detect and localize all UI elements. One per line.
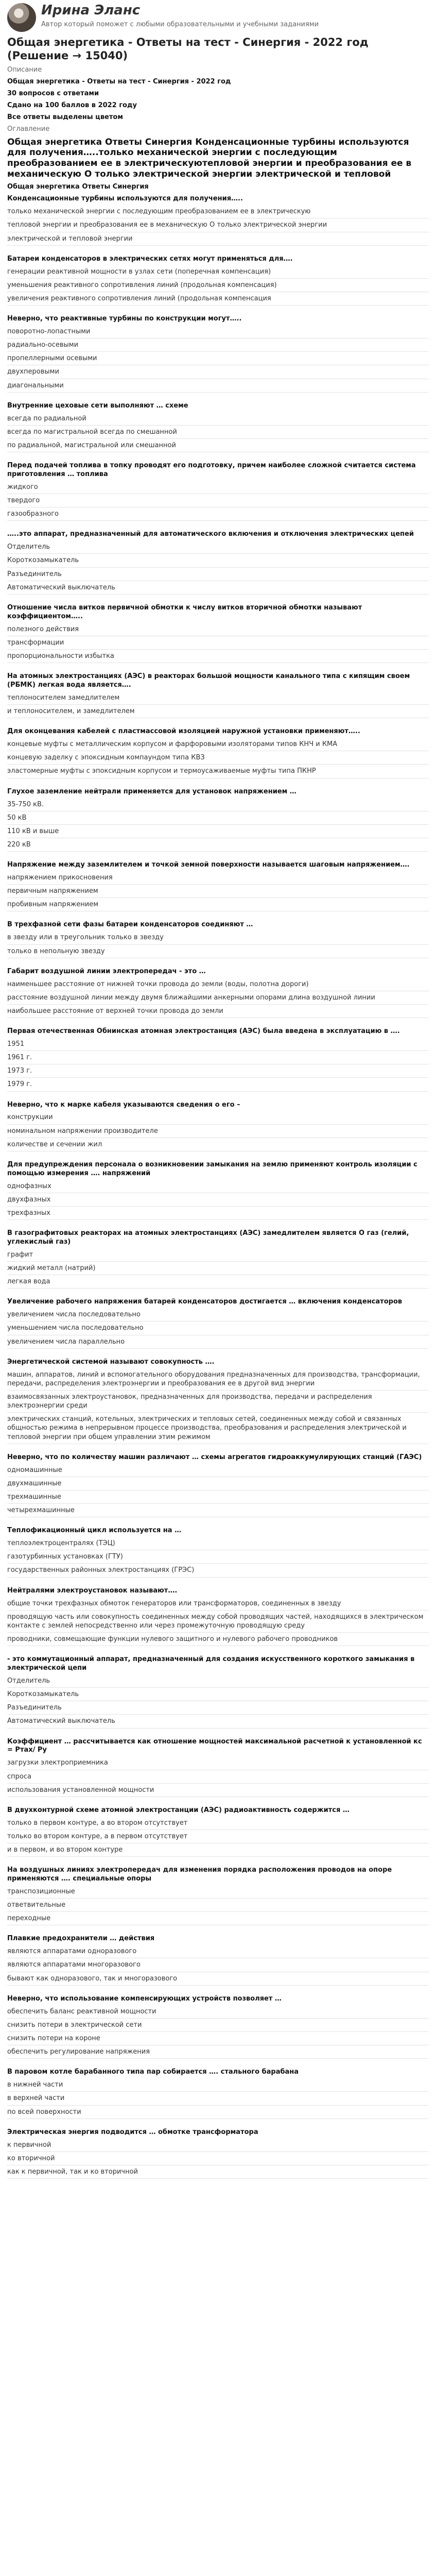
question-spacer <box>7 306 429 313</box>
question-spacer <box>7 718 429 725</box>
answer-option: радиально-осевыми <box>7 338 429 352</box>
question-spacer <box>7 1349 429 1356</box>
question-text: Неверно, что к марке кабеля указываются сведения о его – <box>7 1100 240 1109</box>
answer-option: напряжением прикосновения <box>7 871 429 885</box>
question-text: Коэффициент … рассчитывается как отношение мощностей максимальной расчетной к установленной кс = Ртах/ Ру <box>7 1737 422 1754</box>
answer-option: всегда по радиальной <box>7 412 429 426</box>
question-spacer <box>7 1797 429 1804</box>
answer-option: увеличением числа параллельно <box>7 1335 429 1349</box>
answer-option: Отделитель <box>7 1674 429 1688</box>
answer-option: спроса <box>7 1770 429 1784</box>
answer-option: и в первом, и во втором контуре <box>7 1843 429 1857</box>
question-text: Теплофикационный цикл используется на … <box>7 1527 182 1535</box>
answer-option: взаимосвязанных электроустановок, предназначенных для производства, передачи и распределения электроэнергии среди <box>7 1391 429 1413</box>
author-description: Автор который поможет с любыми образовательными и учебными заданиями <box>41 20 319 28</box>
answer-option: пробивным напряжением <box>7 898 429 911</box>
answer-option: 220 кВ <box>7 838 429 852</box>
question-text: В паровом котле барабанного типа пар собирается …. стального барабана <box>7 2068 299 2076</box>
answer-option: однофазных <box>7 1180 429 1193</box>
answer-option: газотурбинных установках (ГТУ) <box>7 1550 429 1564</box>
answer-option: снизить потери в электрической сети <box>7 2019 429 2032</box>
answer-option: как к первичной, так и ко вторичной <box>7 2165 429 2179</box>
question-text: - это коммутационный аппарат, предназначенный для создания искусственного короткого замыкания в электрической цепи <box>7 1655 415 1672</box>
description-line: 30 вопросов с ответами <box>7 90 99 97</box>
question-spacer <box>7 2119 429 2126</box>
question-text: Плавкие предохранители … действия <box>7 1935 155 1943</box>
answer-option: полезного действия <box>7 623 429 636</box>
answer-option: в звезду или в треугольник только в звезду <box>7 931 429 944</box>
answer-option: Разъединитель <box>7 568 429 581</box>
description-line: Сдано на 100 баллов в 2022 году <box>7 101 137 109</box>
question-spacer <box>7 958 429 965</box>
answer-option: 35-750 кВ. <box>7 798 429 811</box>
answer-option: всегда по магистральной всегда по смешанной <box>7 426 429 439</box>
answer-option: машин, аппаратов, линий и вспомогательного оборудования предназначенных для производства, трансформации, передачи, распределения электроэнергии и преобразования ее в другой вид энергии <box>7 1368 429 1391</box>
answer-option: в нижней части <box>7 2078 429 2092</box>
question-text: Для предупреждения персонала о возникновении замыкания на землю применяют контроль изоляции с помощью измерения …. напряжений <box>7 1160 417 1177</box>
question-spacer <box>7 1925 429 1933</box>
question-spacer <box>7 1151 429 1159</box>
answer-option: Короткозамыкатель <box>7 554 429 567</box>
answer-option: пропеллерными осевыми <box>7 352 429 365</box>
question-spacer <box>7 1986 429 1993</box>
answer-option: концевые муфты с металлическим корпусом и фарфоровыми изоляторами типов КНЧ и КМА <box>7 738 429 751</box>
answer-option: снизить потери на короне <box>7 2032 429 2045</box>
answer-option: электрических станций, котельных, электрических и тепловых сетей, соединенных между собой и связанных общностью режима в непрерывном процессе производства, преобразования и распределения электрической и тепловой энергии при общем управлении этим режимом <box>7 1413 429 1444</box>
avatar[interactable] <box>7 3 36 32</box>
answer-option: уменьшения реактивного сопротивления линий (продольная компенсация) <box>7 279 429 292</box>
answer-option: по радиальной, магистральной или смешанной <box>7 439 429 452</box>
question-spacer <box>7 521 429 528</box>
question-spacer <box>7 778 429 786</box>
answer-option: концевую заделку с эпоксидным компаундом типа КВЗ <box>7 751 429 765</box>
answer-option: увеличением числа последовательно <box>7 1308 429 1321</box>
answer-option: газообразного <box>7 507 429 521</box>
answer-option: проводники, совмещающие функции нулевого защитного и нулевого рабочего проводников <box>7 1633 429 1646</box>
answer-option: обеспечить регулирование напряжения <box>7 2045 429 2059</box>
question-text: Батареи конденсаторов в электрических сетях могут применяться для…. <box>7 255 293 263</box>
question-text: Неверно, что по количеству машин различают … схемы агрегатов гидроаккумулирующих станций (ГАЭС) <box>7 1453 422 1461</box>
answer-option: ко вторичной <box>7 2152 429 2165</box>
answer-option: электрической и тепловой энергии <box>7 232 429 246</box>
answer-option: к первичной <box>7 2139 429 2152</box>
answer-option: только в непольную звезду <box>7 945 429 958</box>
answer-option: бывают как одноразового, так и многоразового <box>7 1972 429 1986</box>
answer-option: одномашинные <box>7 1464 429 1477</box>
question-spacer <box>7 452 429 460</box>
answer-option: твердого <box>7 494 429 507</box>
question-spacer <box>7 1092 429 1099</box>
question-text: Первая отечественная Обнинская атомная электростанция (АЭС) была введена в эксплуатацию в …. <box>7 1027 400 1036</box>
question-spacer <box>7 1646 429 1653</box>
question-text: Габарит воздушной линии электропередач - это … <box>7 967 206 975</box>
question-spacer <box>7 393 429 400</box>
answer-option: только во втором контуре, а в первом отсутствует <box>7 1830 429 1843</box>
question-spacer <box>7 1289 429 1296</box>
question-spacer <box>7 852 429 859</box>
answer-option: трехмашинные <box>7 1490 429 1504</box>
question-text: Электрическая энергия подводится … обмотке трансформатора <box>7 2128 258 2136</box>
question-text: Отношение числа витков первичной обмотки к числу витков вторичной обмотки называют коэффициентом….. <box>7 603 362 620</box>
question-text: Внутренние цеховые сети выполняют … схеме <box>7 401 188 410</box>
answer-option: 1979 г. <box>7 1078 429 1091</box>
question-spacer <box>7 595 429 602</box>
answer-option: первичным напряжением <box>7 885 429 898</box>
answer-option: 50 кВ <box>7 811 429 825</box>
answer-option: номинальном напряжении производителе <box>7 1125 429 1138</box>
description-line: Общая энергетика - Ответы на тест - Синергия - 2022 год <box>7 78 231 86</box>
answer-option: жидкого <box>7 481 429 494</box>
toc-title: Общая энергетика Ответы Синергия Конденсационные турбины используются для получения…..только механической энергии с последующим преобразованием ее в электрическуютепловой энергии и преобразования ее в механическую О только электрической энергии электрической и тепловой <box>7 137 412 179</box>
question-text: На атомных электростанциях (АЭС) в реакторах большой мощности канального типа с кипящим своем (РБМК) легкая вода является…. <box>7 672 410 689</box>
answer-option: наибольшее расстояние от верхней точки провода до земли <box>7 1005 429 1018</box>
answer-option: поворотно-лопастными <box>7 325 429 338</box>
answer-option: двухперовыми <box>7 365 429 379</box>
answer-option: Разъединитель <box>7 1701 429 1715</box>
answer-option: являются аппаратами одноразового <box>7 1945 429 1958</box>
question-text: Неверно, что использование компенсирующих устройств позволяет … <box>7 1994 282 2003</box>
question-text: Напряжение между заземлителем и точкой земной поверхности называется шаговым напряжением…. <box>7 861 410 869</box>
answer-option: использования установленной мощности <box>7 1784 429 1797</box>
answer-option: увеличения реактивного сопротивления линий (продольная компенсация <box>7 292 429 306</box>
answer-option: 1951 <box>7 1038 429 1051</box>
answer-option: общие точки трехфазных обмоток генераторов или трансформаторов, соединенных в звезду <box>7 1597 429 1611</box>
answer-option: жидкий металл (натрий) <box>7 1262 429 1275</box>
questions-list <box>7 193 429 2186</box>
question-spacer <box>7 246 429 253</box>
question-spacer <box>7 1220 429 1227</box>
answer-option: трансформации <box>7 636 429 650</box>
answer-option: расстояние воздушной линии между двумя ближайшими анкерными опорами длина воздушной линии <box>7 991 429 1005</box>
answer-option: четырехмашинные <box>7 1504 429 1517</box>
answer-option: диагональными <box>7 379 429 393</box>
question-spacer <box>7 1578 429 1585</box>
description-label: Описание <box>7 66 42 74</box>
answer-option: обеспечить баланс реактивной мощности <box>7 2005 429 2019</box>
answer-option: теплоэлектроцентралях (ТЭЦ) <box>7 1537 429 1550</box>
answer-option: и теплоносителем, и замедлителем <box>7 705 429 718</box>
question-spacer <box>7 911 429 919</box>
answer-option: генерации реактивной мощности в узлах сети (поперечная компенсация) <box>7 265 429 279</box>
answer-option: только в первом контуре, а во втором отсутствует <box>7 1817 429 1830</box>
question-text: Для оконцевания кабелей с пластмассовой изоляцией наружной установки применяют….. <box>7 727 360 736</box>
answer-option: трехфазных <box>7 1207 429 1220</box>
answer-option: уменьшением числа последовательно <box>7 1321 429 1335</box>
answer-option: государственных районных электростанциях (ГРЭС) <box>7 1564 429 1577</box>
answer-option: графит <box>7 1248 429 1262</box>
question-spacer <box>7 2179 429 2186</box>
answer-option: теплоносителем замедлителем <box>7 691 429 705</box>
answer-option: Отделитель <box>7 540 429 554</box>
subject-line: Общая энергетика Ответы Синергия <box>7 182 149 191</box>
answer-option: двухфазных <box>7 1193 429 1207</box>
answer-option: тепловой энергии и преобразования ее в механическую О только электрической энергии <box>7 218 429 232</box>
question-text: Энергетической системой называют совокупность …. <box>7 1358 215 1366</box>
answer-option: являются аппаратами многоразового <box>7 1958 429 1972</box>
answer-option: переходные <box>7 1912 429 1925</box>
answer-option: только механической энергии с последующим преобразованием ее в электрическую <box>7 205 429 218</box>
answer-option: Автоматический выключатель <box>7 1715 429 1728</box>
page-title: Общая энергетика - Ответы на тест - Синергия - 2022 год (Решение → 15040) <box>7 36 369 62</box>
answer-option: Автоматический выключатель <box>7 581 429 595</box>
answer-option: по всей поверхности <box>7 2106 429 2119</box>
answer-option: 110 кВ и выше <box>7 825 429 838</box>
question-spacer <box>7 1444 429 1451</box>
author-name[interactable]: Ирина Эланс <box>41 3 141 18</box>
answer-option: транспозиционные <box>7 1885 429 1899</box>
answer-option: 1961 г. <box>7 1051 429 1064</box>
question-spacer <box>7 663 429 670</box>
answer-option: эластомерные муфты с эпоксидным корпусом и термоусаживаемые муфты типа ПКНР <box>7 765 429 778</box>
answer-option: загрузки электроприемника <box>7 1756 429 1770</box>
author-info <box>41 3 319 29</box>
question-spacer <box>7 1728 429 1736</box>
author-header <box>7 3 429 32</box>
answer-option: 1973 г. <box>7 1064 429 1078</box>
question-spacer <box>7 2059 429 2066</box>
question-text: Перед подачей топлива в топку проводят его подготовку, причем наиболее сложной считается система приготовления … топлива <box>7 462 416 479</box>
answer-option: проводящую часть или совокупность соединенных между собой проводящих частей, находящихся в электрическом контакте с землей непосредственно или через промежуточную проводящую среду <box>7 1611 429 1633</box>
answer-option: Короткозамыкатель <box>7 1688 429 1701</box>
answer-option: количестве и сечении жил <box>7 1138 429 1151</box>
question-text: В трехфазной сети фазы батареи конденсаторов соединяют … <box>7 921 253 929</box>
question-text: В двухконтурной схеме атомной электростанции (АЭС) радиоактивность содержится … <box>7 1806 350 1814</box>
question-text: Неверно, что реактивные турбины по конструкции могут….. <box>7 315 242 323</box>
question-text: Глухое заземление нейтрали применяется для установок напряжением … <box>7 787 297 795</box>
answer-option: наименьшее расстояние от нижней точки провода до земли (воды, полотна дороги) <box>7 978 429 991</box>
question-text: Конденсационные турбины используются для получения….. <box>7 195 243 203</box>
answer-option: пропорциональности избытка <box>7 650 429 663</box>
question-text: На воздушных линиях электропередач для изменения порядка расположения проводов на опоре применяются …. специальные опоры <box>7 1866 392 1883</box>
answer-option: конструкции <box>7 1111 429 1124</box>
question-text: В газографитовых реакторах на атомных электростанциях (АЭС) замедлителем является О газ (гелий, углекислый газ) <box>7 1229 409 1246</box>
question-spacer <box>7 1857 429 1864</box>
answer-option: ответвительные <box>7 1899 429 1912</box>
question-spacer <box>7 1018 429 1025</box>
answer-option: в верхней части <box>7 2092 429 2105</box>
question-spacer <box>7 1517 429 1524</box>
question-text: Увеличение рабочего напряжения батарей конденсаторов достигается … включения конденсаторов <box>7 1298 403 1306</box>
question-text: …..это аппарат, предназначенный для автоматического включения и отключения электрических цепей <box>7 530 414 538</box>
description-line: Все ответы выделены цветом <box>7 113 123 121</box>
answer-option: легкая вода <box>7 1275 429 1289</box>
question-text: Нейтралями электроустановок называют…. <box>7 1586 178 1595</box>
answer-option: двухмашинные <box>7 1477 429 1490</box>
toc-label: Оглавление <box>7 125 50 133</box>
